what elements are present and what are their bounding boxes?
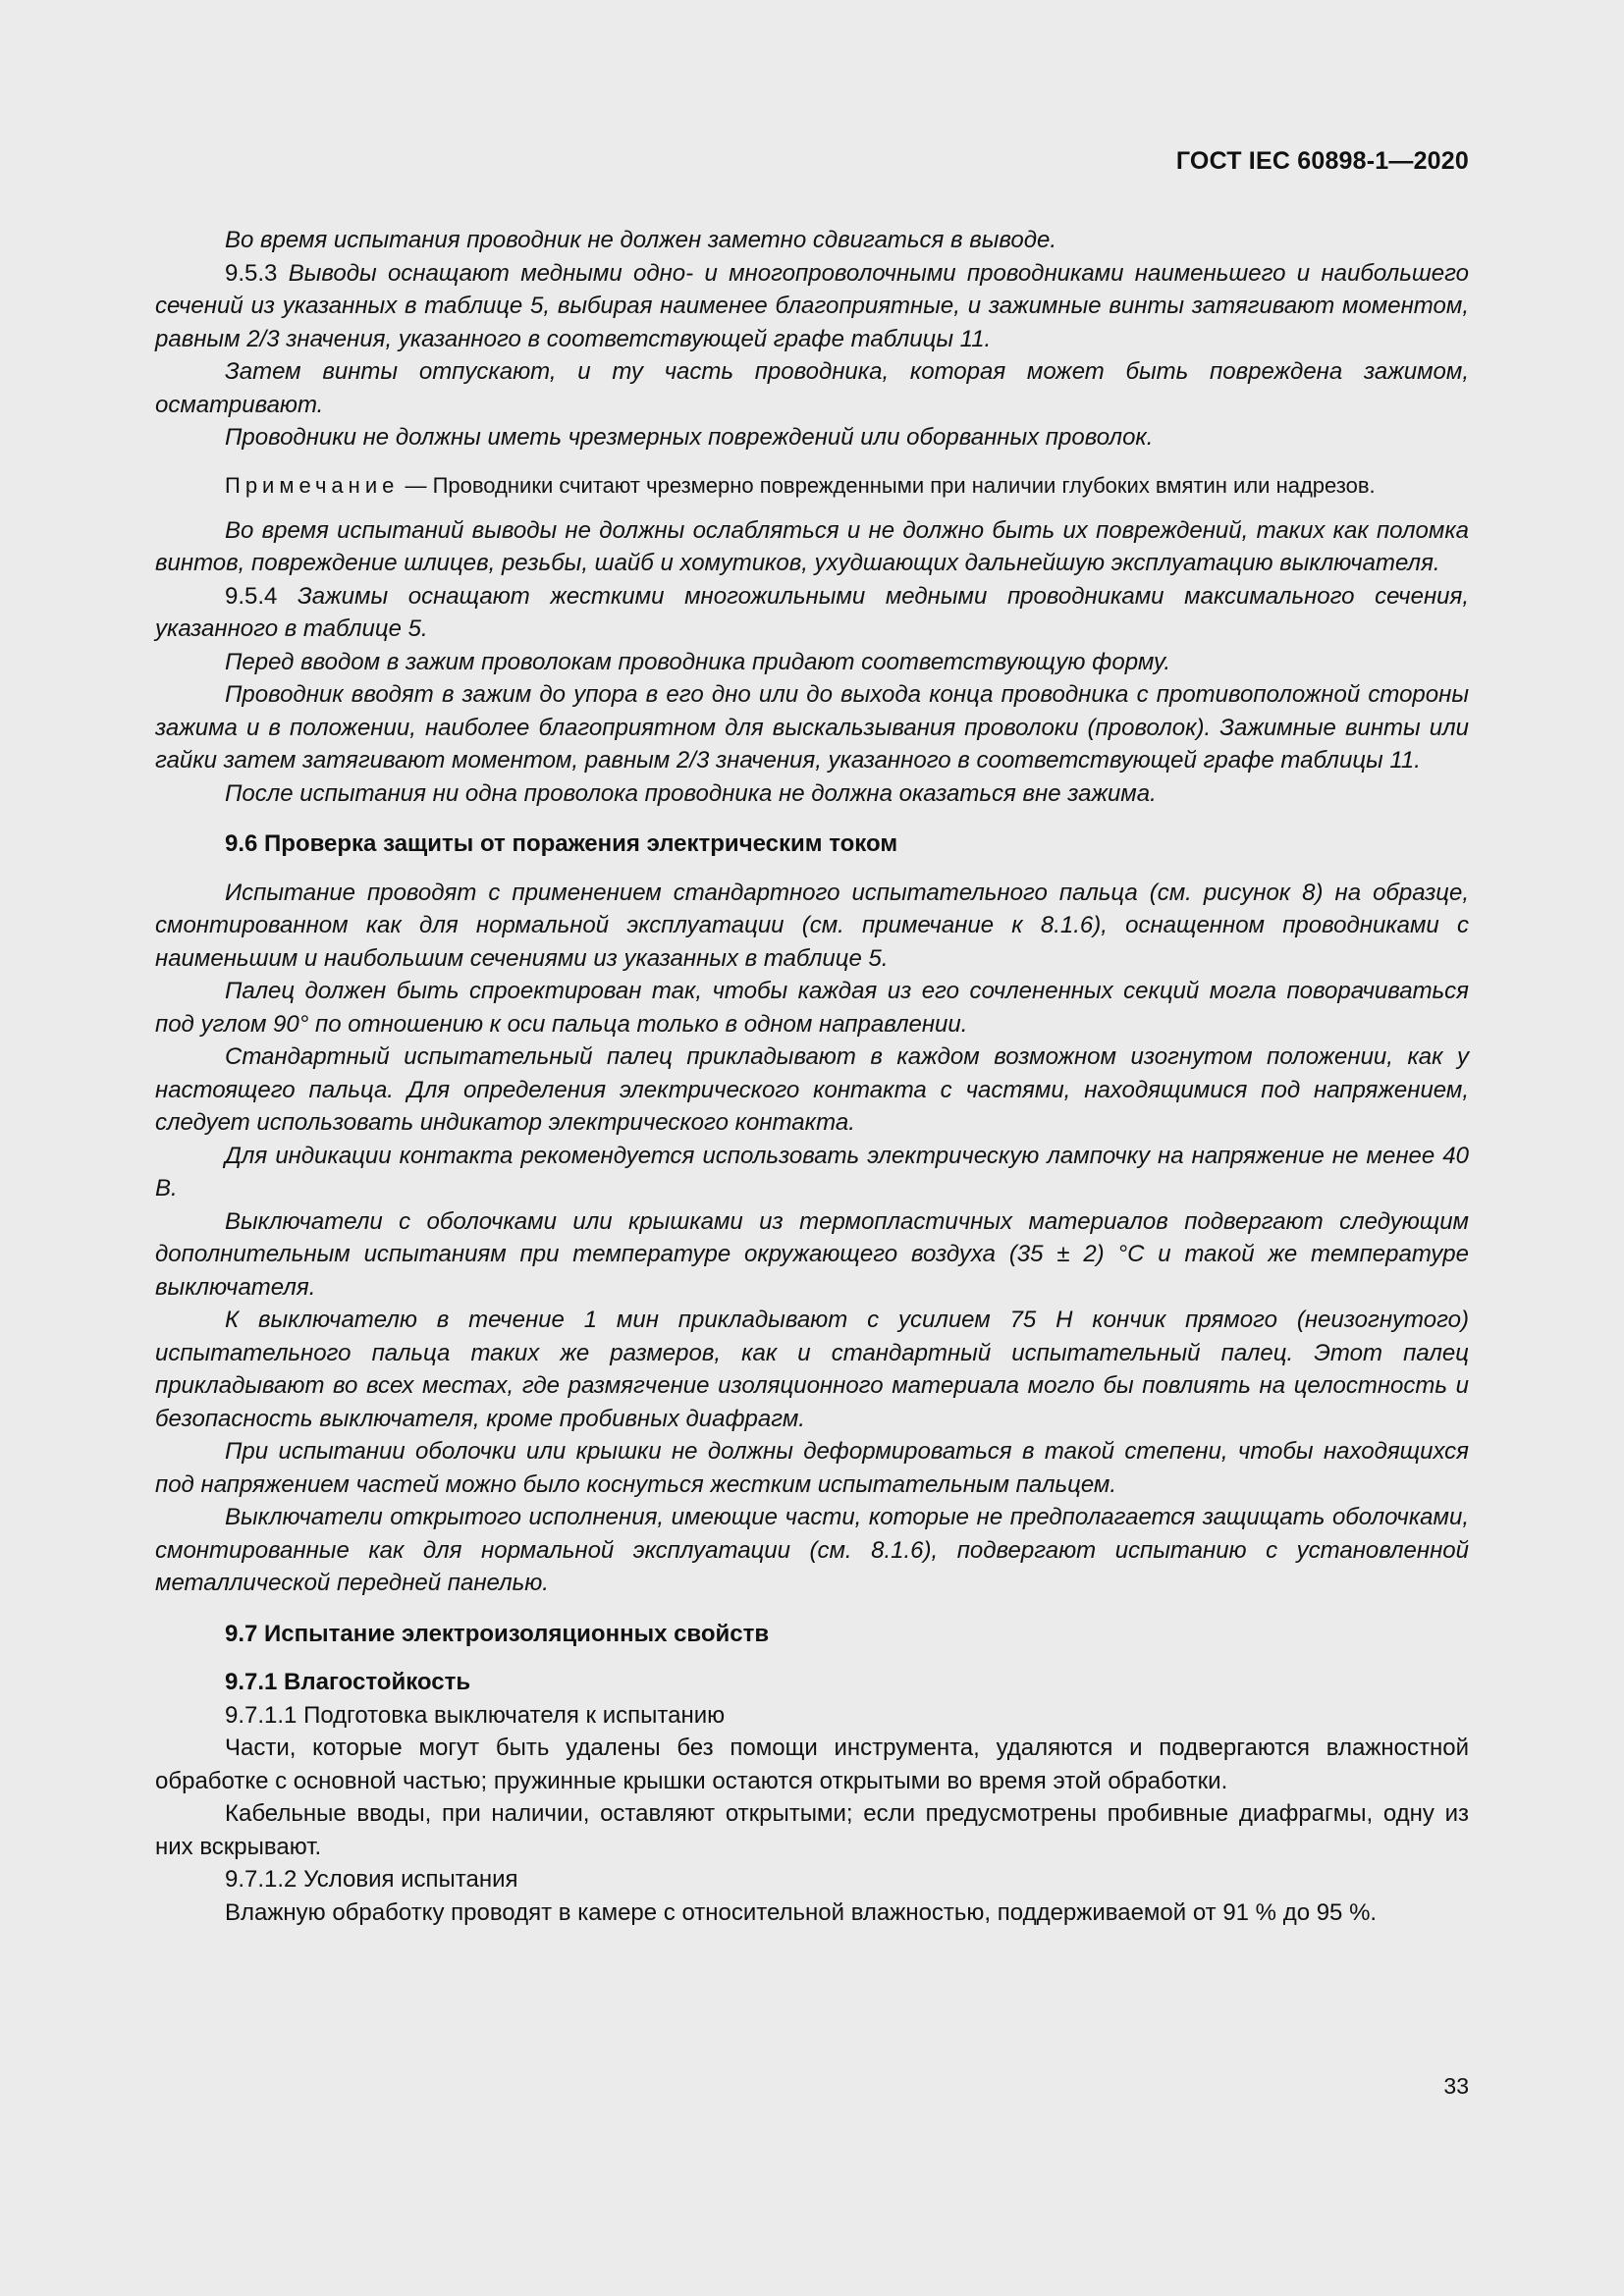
note: [155, 470, 1469, 501]
note-label: Примечание: [225, 472, 400, 498]
page-body: [155, 224, 1469, 1929]
paragraph: Части, которые могут быть удалены без помощи инструмента, удаляются и подвергаются влажностной обработке с основной частью; пружинные крышки остаются открытыми во время этой обработки.: [155, 1735, 1469, 1794]
paragraph: Проводники не должны иметь чрезмерных повреждений или оборванных проволок.: [225, 424, 1154, 451]
paragraph: Испытание проводят с применением стандартного испытательного пальца (см. рисунок 8) на образце, смонтированном как для нормальной эксплуатации (см. примечание к 8.1.6), оснащенном проводниками с наименьшим и наибольшим сечениями из указанных в таблице 5.: [155, 879, 1469, 972]
paragraph: Выключатели открытого исполнения, имеющие части, которые не предполагается защищать оболочками, смонтированные как для нормальной эксплуатации (см. 8.1.6), подвергают испытанию с установленной металлической передней панелью.: [155, 1504, 1469, 1596]
clause-title: 9.7.1.2 Условия испытания: [225, 1866, 518, 1893]
section-heading-9-7: 9.7 Испытание электроизоляционных свойств: [225, 1620, 770, 1647]
subsection-heading-9-7-1: 9.7.1 Влагостойкость: [225, 1669, 471, 1695]
paragraph: Палец должен быть спроектирован так, чтобы каждая из его сочлененных секций могла поворачиваться под углом 90° по отношению к оси пальца только в одном направлении.: [155, 978, 1469, 1038]
note-text: — Проводники считают чрезмерно поврежденными при наличии глубоких вмятин или надрезов.: [399, 472, 1376, 498]
clause-number: 9.5.4: [225, 582, 278, 610]
paragraph: Стандартный испытательный палец прикладывают в каждом возможном изогнутом положении, как у настоящего пальца. Для определения электрического контакта с частями, находящимися под напряжением, следует использовать индикатор электрического контакта.: [155, 1043, 1469, 1136]
paragraph: Выключатели с оболочками или крышками из термопластичных материалов подвергают следующим дополнительным испытаниям при температуре окружающего воздуха (35 ± 2) °С и такой же температуре выключателя.: [155, 1207, 1469, 1301]
paragraph: Кабельные вводы, при наличии, оставляют открытыми; если предусмотрены пробивные диафрагмы, одну из них вскрывают.: [155, 1800, 1469, 1860]
clause-9-5-4: [155, 580, 1469, 646]
paragraph: После испытания ни одна проволока проводника не должна оказаться вне зажима.: [225, 779, 1157, 807]
paragraph: Во время испытаний выводы не должны ослабляться и не должно быть их повреждений, таких как поломка винтов, повреждение шлицев, резьбы, шайб и хомутиков, ухудшающих дальнейшую эксплуатацию выключателя.: [155, 516, 1469, 576]
paragraph: Проводник вводят в зажим до упора в его дно или до выхода конца проводника с противоположной стороны зажима и в положении, наиболее благоприятном для выскальзывания проволоки (проволок). Зажимные винты или гайки затем затягивают моментом, равным 2/3 значения, указанного в соответствующей графе таблицы 11.: [155, 681, 1469, 774]
clause-text: Зажимы оснащают жесткими многожильными медными проводниками максимального сечения, указанного в таблице 5.: [155, 582, 1469, 642]
paragraph: Для индикации контакта рекомендуется использовать электрическую лампочку на напряжение не менее 40 В.: [155, 1142, 1469, 1201]
paragraph: К выключателю в течение 1 мин прикладывают с усилием 75 Н кончик прямого (неизогнутого) испытательного пальца таких же размеров, как и стандартный испытательный палец. Этот палец прикладывают во всех местах, где размягчение изоляционного материала могло бы повлиять на целостность и безопасность выключателя, кроме пробивных диафрагм.: [155, 1307, 1469, 1432]
clause-9-5-3: [155, 257, 1469, 356]
clause-number: 9.5.3: [225, 259, 278, 287]
section-heading-9-6: 9.6 Проверка защиты от поражения электрическим током: [225, 830, 898, 857]
paragraph: Перед вводом в зажим проволокам проводника придают соответствующую форму.: [225, 648, 1171, 675]
page-number: 33: [1443, 2073, 1469, 2099]
paragraph: Влажную обработку проводят в камере с относительной влажностью, поддерживаемой от 91 % до 95 %.: [225, 1898, 1378, 1926]
paragraph: Во время испытания проводник не должен заметно сдвигаться в выводе.: [225, 227, 1057, 253]
paragraph: Затем винты отпускают, и ту часть проводника, которая может быть повреждена зажимом, осматривают.: [155, 358, 1469, 418]
clause-title: 9.7.1.1 Подготовка выключателя к испытанию: [225, 1701, 726, 1729]
clause-text: Выводы оснащают медными одно- и многопроволочными проводниками наименьшего и наибольшего сечений из указанных в таблице 5, выбирая наименее благоприятные, и зажимные винты затягивают моментом, равным 2/3 значения, указанного в соответствующей графе таблицы 11.: [155, 259, 1470, 352]
document-header: ГОСТ IEC 60898-1—2020: [1175, 147, 1469, 175]
paragraph: При испытании оболочки или крышки не должны деформироваться в такой степени, чтобы находящихся под напряжением частей можно было коснуться жестким испытательным пальцем.: [155, 1438, 1469, 1498]
